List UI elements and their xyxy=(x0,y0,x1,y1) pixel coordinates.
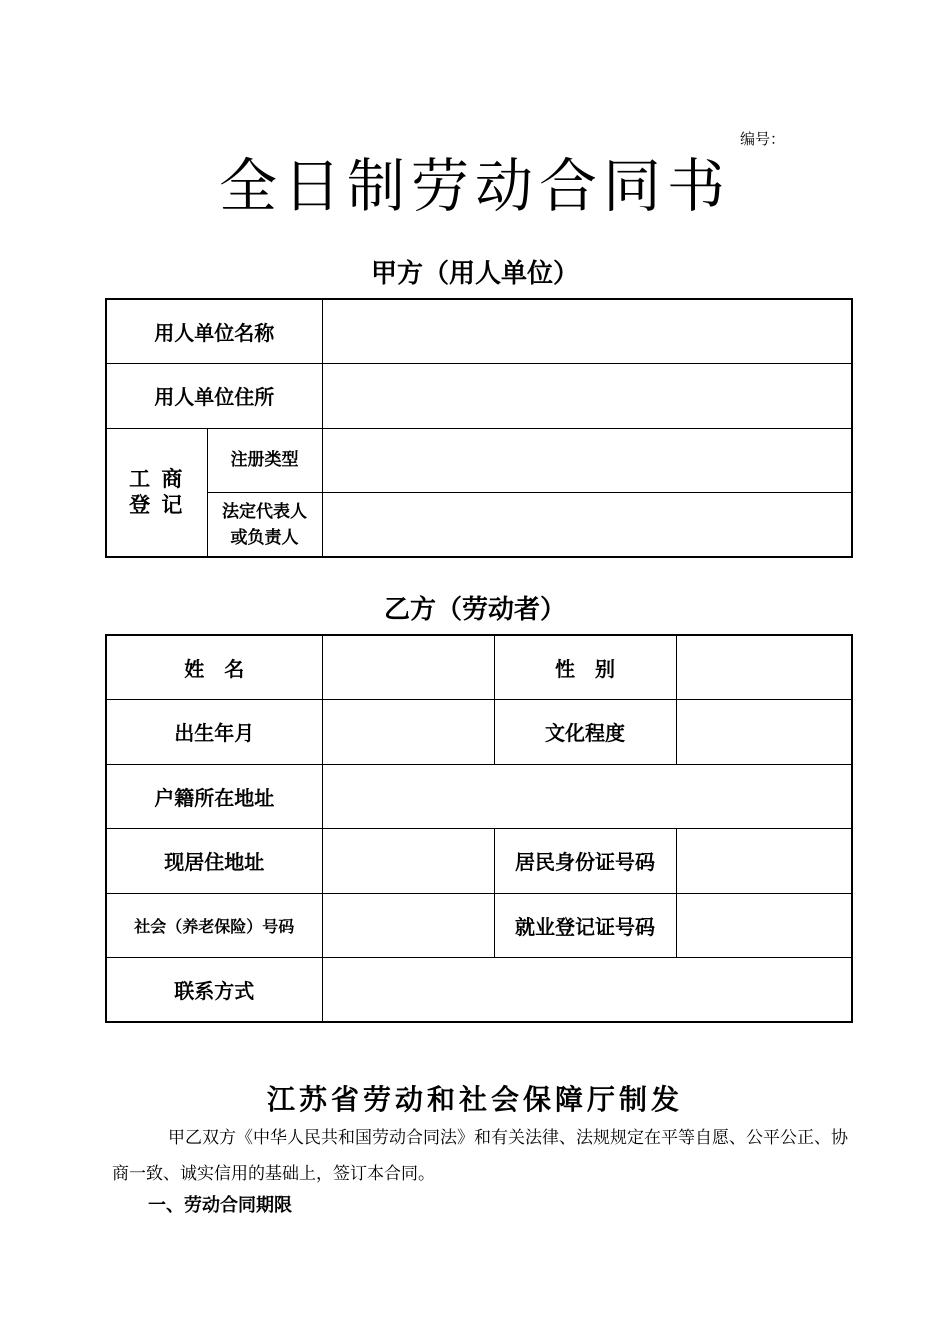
birth-date-label: 出生年月 xyxy=(106,700,322,765)
id-number-label: 居民身份证号码 xyxy=(494,829,676,894)
employer-name-field[interactable] xyxy=(322,299,852,364)
table-row xyxy=(106,700,852,765)
table-row xyxy=(106,364,852,429)
worker-name-label: 姓 名 xyxy=(106,635,322,700)
social-insurance-field[interactable] xyxy=(322,893,494,958)
gender-label: 性 别 xyxy=(494,635,676,700)
employment-registration-field[interactable] xyxy=(676,893,852,958)
party-b-heading: 乙方（劳动者） xyxy=(383,595,566,625)
table-row xyxy=(106,829,852,894)
page-title: 全日制劳动合同书 xyxy=(218,152,731,220)
worker-name-field[interactable] xyxy=(322,635,494,700)
employer-address-field[interactable] xyxy=(322,364,852,429)
table-row xyxy=(106,493,852,558)
party-a-table xyxy=(105,298,853,558)
table-row xyxy=(106,893,852,958)
party-b-table xyxy=(105,634,853,1023)
id-number-field[interactable] xyxy=(676,829,852,894)
clause-heading-contract-term: 一、劳动合同期限 xyxy=(148,1195,292,1216)
table-row xyxy=(106,958,852,1023)
residence-address-field[interactable] xyxy=(322,829,494,894)
table-row xyxy=(106,635,852,700)
contact-label: 联系方式 xyxy=(106,958,322,1023)
business-registration-text: 工 商 登 记 xyxy=(129,467,185,518)
table-row xyxy=(106,764,852,829)
registration-type-label: 注册类型 xyxy=(207,428,322,493)
party-a-heading: 甲方（用人单位） xyxy=(370,259,579,289)
education-label: 文化程度 xyxy=(494,700,676,765)
birth-date-field[interactable] xyxy=(322,700,494,765)
household-address-field[interactable] xyxy=(322,764,852,829)
residence-address-label: 现居住地址 xyxy=(106,829,322,894)
contact-field[interactable] xyxy=(322,958,852,1023)
issuer-heading: 江苏省劳动和社会保障厅制发 xyxy=(266,1083,683,1116)
table-row xyxy=(106,428,852,493)
employment-registration-label: 就业登记证号码 xyxy=(494,893,676,958)
table-row xyxy=(106,299,852,364)
registration-type-field[interactable] xyxy=(322,428,852,493)
employer-address-label: 用人单位住所 xyxy=(106,364,322,429)
legal-representative-text: 法定代表人 或负责人 xyxy=(222,501,307,548)
legal-representative-label xyxy=(207,493,322,558)
household-address-label: 户籍所在地址 xyxy=(106,764,322,829)
legal-representative-field[interactable] xyxy=(322,493,852,558)
employer-name-label: 用人单位名称 xyxy=(106,299,322,364)
gender-field[interactable] xyxy=(676,635,852,700)
intro-paragraph: 甲乙双方《中华人民共和国劳动合同法》和有关法律、法规规定在平等自愿、公平公正、协商一致、诚实信用的基础上，签订本合同。 xyxy=(112,1128,848,1184)
education-field[interactable] xyxy=(676,700,852,765)
business-registration-label xyxy=(106,428,207,557)
social-insurance-label: 社会（养老保险）号码 xyxy=(106,893,322,958)
serial-number-label: 编号： xyxy=(740,130,786,148)
